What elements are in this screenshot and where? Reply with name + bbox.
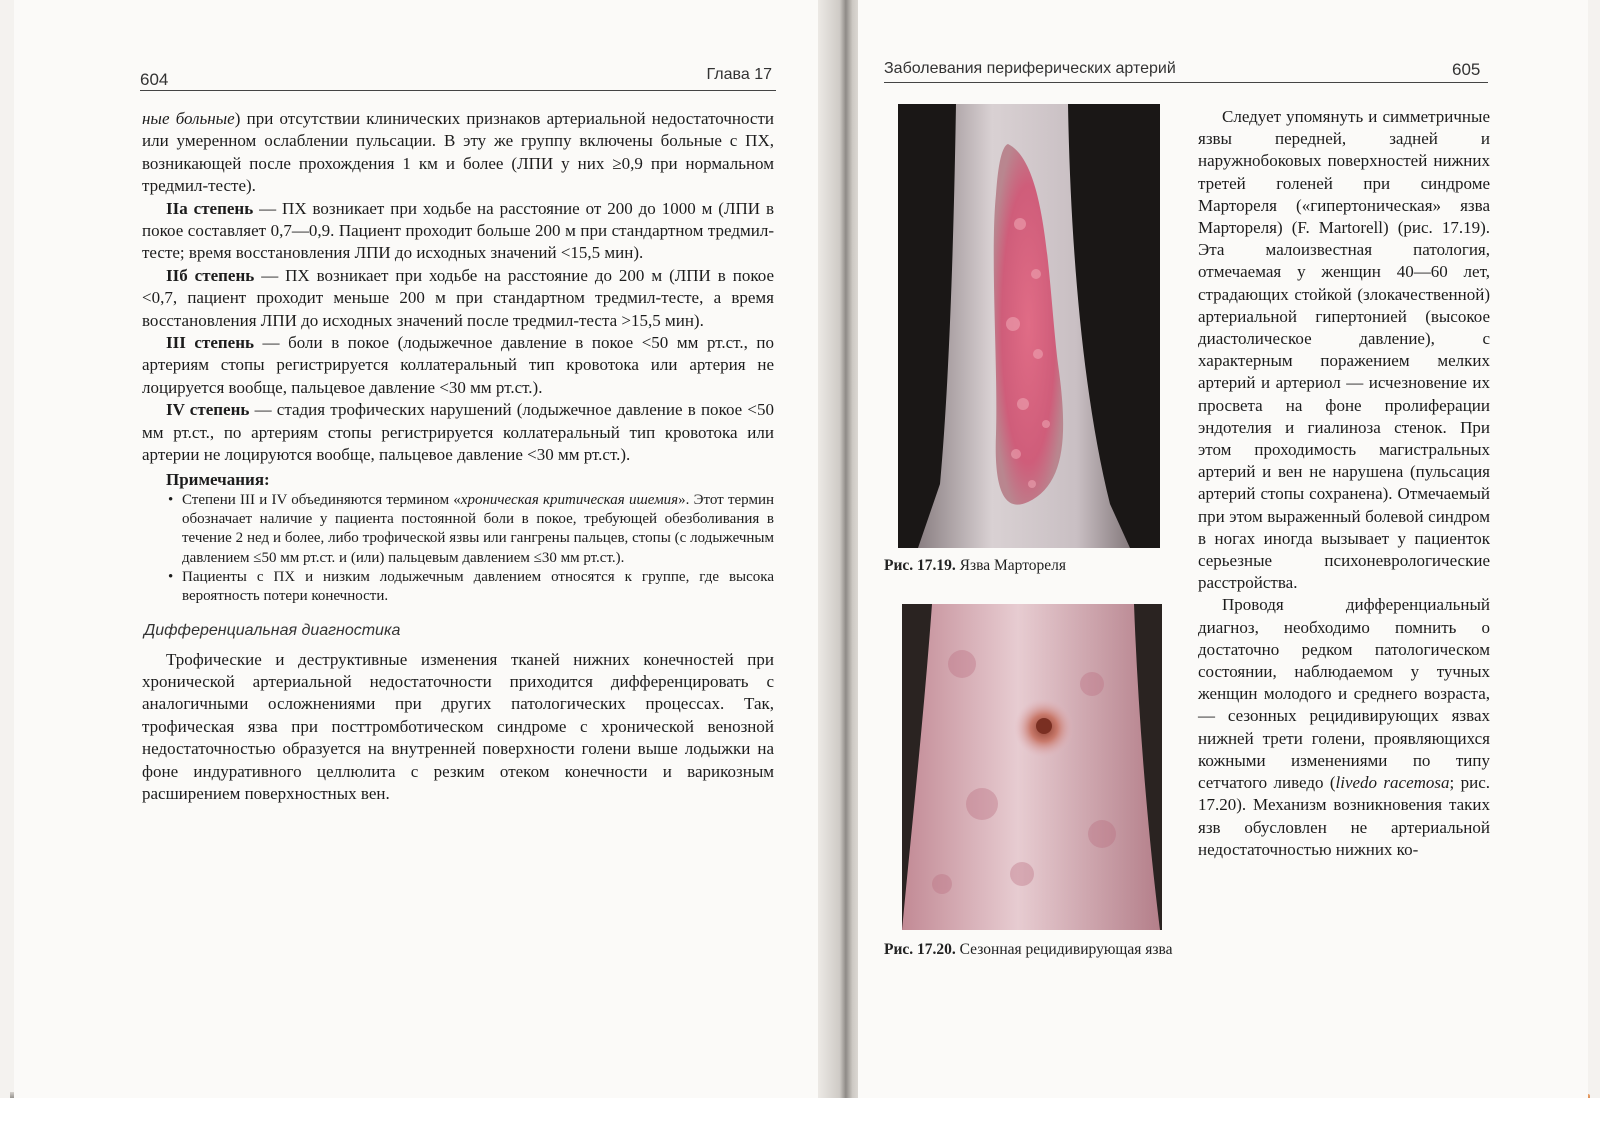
- figure-17-20-caption: [884, 940, 1174, 959]
- left-running-head: Глава 17: [706, 66, 772, 83]
- left-text-column: [142, 108, 774, 805]
- figure-17-20-photo: [902, 604, 1162, 930]
- paragraph-text: Проводя дифференциальный диагноз, необходимо помнить о достаточно редком патологическом состоянии, наблюдаемом у тучных женщин молодого и среднего возраста, — сезонных рецидивирующих язвах нижней трети голени, проявляющихся кожными изменениями по типу сетчатого ливедо (: [1198, 595, 1490, 793]
- left-page-number: 604: [140, 70, 169, 89]
- stage-label: IIа степень: [166, 198, 254, 218]
- right-page-number: 605: [1452, 60, 1481, 79]
- seasonal-ulcer-image: [902, 604, 1162, 930]
- martorell-paragraph: Следует упомянуть и симметричные язвы передней, задней и наружнобоковых поверхностей нижних третей голеней при синдроме Мартореля («гипертоническая» язва Мартореля) (F. Martorell) (рис. 17.19). Эта малоизвестная патология, отмечаемая у женщин 40—60 лет, страдающих стойкой (злокачественной) артериальной гипертонией (высокое диастолическое давление), с характерным поражением мелких артерий и артериол — исчезновение их просвета на фоне пролиферации эндотелия и гиалиноза стенок. При этом проходимость магистральных артерий и вен не нарушена (пульсация артерий стопы сохранена). Отмечаемый при этом выраженный болевой синдром в ногах иногда вызывает у пациенток серьезные психоневрологические расстройства.: [1198, 107, 1490, 593]
- notes-list: [142, 491, 774, 606]
- latin-term: livedo racemosa: [1335, 773, 1450, 793]
- note-item: • Пациенты с ПХ и низким лодыжечным давлением относятся к группе, где высока вероятность потери конечности.: [182, 568, 774, 606]
- differential-paragraph: Трофические и деструктивные изменения тканей нижних конечностей при хронической артериальной недостаточности приходится дифференцировать с аналогичными осложнениями при других патологических процессах. Так, трофическая язва при посттромботическом синдроме с хронической венозной недостаточностью образуется на внутренней поверхности голени выше лодыжки на фоне индуративного целлюлита с резким отеком конечности и варикозным расширением поверхностных вен.: [142, 649, 774, 803]
- seasonal-ulcer-paragraph: [1198, 594, 1490, 860]
- right-header-rule: [884, 82, 1488, 83]
- right-page: [858, 0, 1588, 1104]
- stage-text: — стадия трофических нарушений (лодыжечное давление в покое <50 мм рт.ст., по артериям стопы регистрируется коллатеральный тип кровотока или артерии не лоцируются вообще, пальцевое давление <30 мм рт.ст.).: [142, 400, 774, 465]
- stage-label: IIб степень: [166, 265, 255, 285]
- continued-italic: ные больные: [142, 109, 235, 128]
- scan-bottom-margin: [0, 1098, 1600, 1132]
- stage-4: [142, 399, 774, 466]
- continued-text: ) при отсутствии клинических признаков артериальной недостаточности или умеренном ослаблении пульсации. В эту же группу включены больные с ПХ, возникающей после прохождения 1 км и более (ЛПИ у них ≥0,9 при нормальном тредмил-тесте).: [142, 109, 774, 196]
- left-page: [14, 0, 832, 1104]
- caption-text: Язва Мартореля: [955, 557, 1067, 574]
- note-item: [182, 491, 774, 568]
- left-header-rule: [140, 90, 776, 91]
- stage-text: — ПХ возникает при ходьбе на расстояние до 200 м (ЛПИ в покое <0,7, пациент проходит меньше 200 м при стандартном тредмил-тесте, а время восстановления ЛПИ до исходных значений после тредмил-теста >15,5 мин).: [142, 265, 774, 330]
- stage-text: — боли в покое (лодыжечное давление в покое <50 мм рт.ст., по артериям стопы регистрируется коллатеральный тип кровотока или артерия не лоцируется вообще, пальцевое давление <30 мм рт.ст.).: [142, 333, 774, 397]
- figure-17-19-caption: [884, 556, 1174, 575]
- stage-2b: [142, 265, 774, 332]
- stage-2a: [142, 198, 774, 265]
- note-term: хроническая критическая ишемия: [460, 491, 679, 508]
- notes-heading: Примечания:: [166, 469, 270, 489]
- figure-17-19-photo: [898, 104, 1160, 548]
- note-text: ». Этот термин обозначает наличие у пациента постоянной боли в покое, требующей обезболивания в течение 2 нед и более, либо трофической язвы или гангрены пальцев, стопы (с лодыжечным давлением ≤50 мм рт.ст. и (или) пальцевым давлением ≤30 мм рт.ст.).: [182, 491, 774, 566]
- continued-paragraph: [142, 108, 774, 198]
- paragraph-text: ; рис. 17.20). Механизм возникновения таких язв обусловлен не артериальной недостаточностью нижних ко-: [1198, 773, 1490, 859]
- stage-text: — ПХ возникает при ходьбе на расстояние от 200 до 1000 м (ЛПИ в покое составляет 0,7—0,9. Пациент проходит больше 200 м при стандартном тредмил-тесте; время восстановления ЛПИ до исходных значений <15,5 мин).: [142, 198, 774, 263]
- note-text: Степени III и IV объединяются термином «: [182, 491, 461, 508]
- right-running-head: Заболевания периферических артерий: [884, 60, 1176, 77]
- stage-label: III степень: [166, 333, 254, 353]
- stage-label: IV степень: [166, 400, 250, 420]
- section-subheading: Дифференциальная диагностика: [144, 622, 401, 640]
- caption-text: Сезонная рецидивирующая язва: [955, 941, 1173, 958]
- caption-label: Рис. 17.19.: [884, 557, 956, 574]
- stage-3: [142, 332, 774, 399]
- caption-label: Рис. 17.20.: [884, 941, 956, 958]
- right-text-column: [1198, 106, 1490, 861]
- martorell-ulcer-image: [898, 104, 1160, 548]
